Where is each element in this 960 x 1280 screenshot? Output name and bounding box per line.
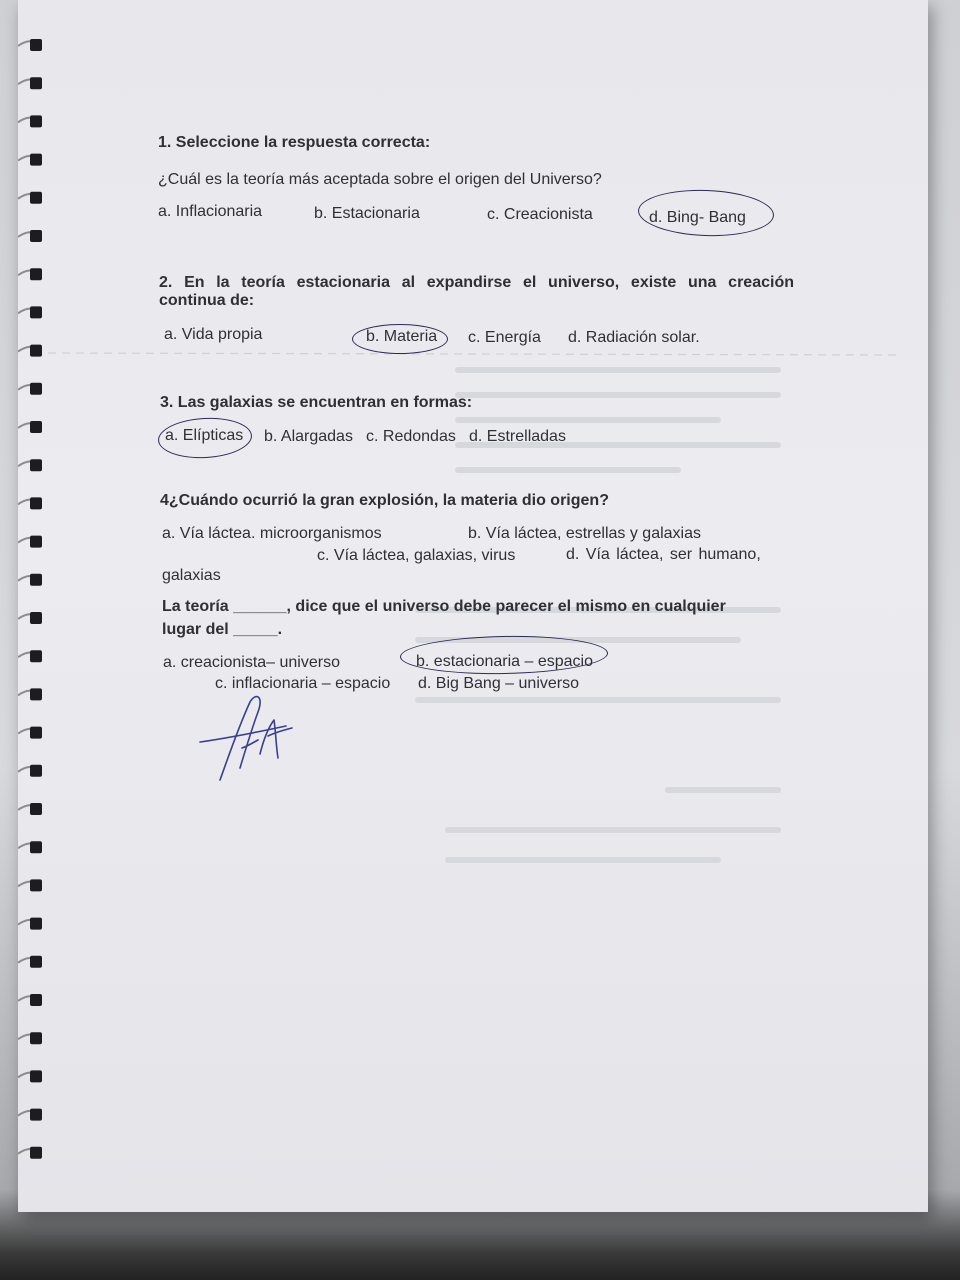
q5-line1 [162, 598, 726, 616]
q3-option-a: a. Elípticas [165, 427, 244, 444]
q1-option-d: d. Bing- Bang [649, 209, 746, 226]
q5-line1-end: , dice que el universo debe parecer el mismo en cualquier [286, 598, 726, 615]
exam-content [18, 0, 928, 1212]
q5-blank-1: ______ [233, 598, 287, 615]
q5-line2 [162, 621, 282, 639]
q4-option-c: c. Vía láctea, galaxias, virus [317, 547, 516, 564]
q1-option-a: a. Inflacionaria [158, 203, 263, 220]
q4-option-b: b. Vía láctea, estrellas y galaxias [468, 525, 702, 542]
q4-heading: 4¿Cuándo ocurrió la gran explosión, la materia dio origen? [160, 492, 609, 509]
q1-answer-circle [637, 188, 775, 239]
q1-option-c: c. Creacionista [487, 206, 593, 223]
q3-answer-circle [157, 416, 253, 461]
q2-answer-circle [352, 324, 448, 354]
q3-option-c: c. Redondas [366, 428, 456, 445]
q5-option-a: a. creacionista– universo [163, 654, 340, 671]
q3-option-b: b. Alargadas [264, 428, 353, 445]
exam-sheet [18, 0, 928, 1212]
q5-blank-2: _____ [233, 621, 278, 638]
q5-option-d: d. Big Bang – universo [418, 675, 579, 692]
q2-option-c: c. Energía [468, 329, 541, 346]
q5-line2-end: . [277, 621, 283, 638]
q4-option-d: d. Vía láctea, ser humano, [566, 546, 761, 563]
q5-line2-start: lugar del [162, 621, 229, 638]
q2-option-d: d. Radiación solar. [568, 329, 700, 346]
q3-heading: 3. Las galaxias se encuentran en formas: [160, 394, 473, 411]
q3-option-d: d. Estrelladas [469, 428, 566, 445]
q1-option-b: b. Estacionaria [314, 205, 420, 222]
q5-option-c: c. inflacionaria – espacio [215, 675, 391, 692]
q5-line1-start: La teoría [162, 598, 229, 615]
q2-option-b: b. Materia [366, 328, 438, 345]
q2-heading-line2: continua de: [159, 292, 255, 309]
q4-option-d-continued: galaxias [162, 567, 221, 584]
q2-option-a: a. Vida propia [164, 326, 263, 343]
handwritten-signature [198, 688, 308, 788]
q4-option-a: a. Vía láctea. microorganismos [162, 525, 382, 542]
q1-question: ¿Cuál es la teoría más aceptada sobre el origen del Universo? [158, 171, 602, 188]
q5-option-b: b. estacionaria – espacio [416, 653, 593, 670]
q1-heading: 1. Seleccione la respuesta correcta: [158, 134, 431, 151]
q2-heading-line1: 2. En la teoría estacionaria al expandirse el universo, existe una creación [159, 274, 794, 291]
